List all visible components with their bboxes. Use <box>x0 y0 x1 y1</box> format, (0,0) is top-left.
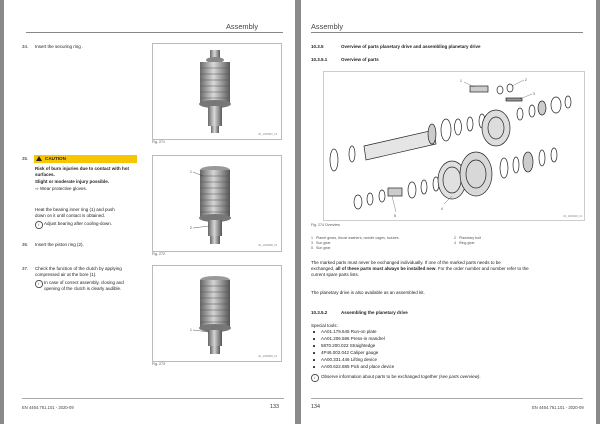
step-35-note: Adjust bearing after cooling-down. <box>44 221 113 226</box>
step-37-line-2: compressed air at the bore (1). <box>35 272 97 277</box>
clutch-assembly-drawing <box>153 44 281 139</box>
tool-5: AA00.331.446 Lifting device <box>321 357 378 362</box>
legend-2-text: Planetary bolt <box>459 236 481 240</box>
step-34-number: 34. <box>22 44 29 49</box>
parts-overview-reference: (see parts overview) <box>438 374 480 379</box>
section-number: 10.3.5 <box>311 44 324 49</box>
step-35-line-2: down on it until contact is obtained. <box>35 213 106 218</box>
callout-1: 1 <box>190 170 192 174</box>
legend-5-text: Sun gear <box>316 246 331 250</box>
legend-2-number: 2 <box>454 236 456 240</box>
step-37-note-2: opening of the clutch is clearly audible. <box>44 286 122 291</box>
gloves-instruction: ⇨ Wear protective gloves. <box>35 186 87 191</box>
caution-label: CAUTION <box>45 156 66 162</box>
page-header-left: Assembly <box>226 22 259 31</box>
legend-4-number: 4 <box>454 241 456 245</box>
figure-271-caption: Fig. 271 <box>152 140 165 144</box>
footer-rule-right <box>311 398 583 399</box>
section-title: Overview of parts planetary drive and assembling planetary drive <box>341 44 481 49</box>
callout-2: 2 <box>190 226 192 230</box>
footer-doc-left: EN 4464.761.101 - 2020-09 <box>22 405 74 410</box>
tool-2: AA01.206.586 Press-in mandrel <box>321 336 385 341</box>
right-page <box>301 0 596 424</box>
legend-1-number: 1 <box>311 236 313 240</box>
step-37-line-1: Check the function of the clutch by applying <box>35 266 122 271</box>
step-34-text: Insert the securing ring . <box>35 44 84 49</box>
parts-note: Observe information about parts to be exchanged together (see parts overview). <box>321 374 481 379</box>
special-tools-label: Special tools: <box>311 323 338 328</box>
figure-272-caption: Fig. 272 <box>152 252 165 256</box>
figure-272-image <box>152 155 282 252</box>
warning-triangle-icon <box>36 156 42 161</box>
legend-3-text: Sun gear <box>316 241 331 245</box>
step-35-number: 35. <box>22 156 29 161</box>
info-icon: i <box>35 221 43 229</box>
bullet <box>313 331 315 333</box>
para1-emphasis: all of these parts must always be installed new <box>335 266 436 271</box>
footer-rule-left <box>22 398 284 399</box>
bullet <box>313 338 315 340</box>
step-37-number: 37. <box>22 266 29 271</box>
clutch-bore-drawing <box>153 266 281 361</box>
figure-271-code: VA_1000897_01 <box>258 133 278 136</box>
step-37-note-1: In case of correct assembly, closing and <box>44 280 124 285</box>
figure-271-image <box>152 43 282 140</box>
step-36-text: Insert the piston ring (2). <box>35 242 84 247</box>
figure-273-code: VA_1000899_01 <box>258 355 278 358</box>
callout-3: 3 <box>533 92 535 96</box>
para1-line-2: exchanged, all of these parts must always be installed new. For the order number and number refer to the <box>311 266 529 271</box>
step-35-line-1: Heat the bearing inner ring (1) and push <box>35 207 115 212</box>
bullet <box>313 366 315 368</box>
subsection-1-number: 10.3.5.1 <box>311 57 328 62</box>
planetary-drive-exploded-view <box>324 72 584 220</box>
page-number-left: 133 <box>270 404 279 410</box>
legend-3-number: 3 <box>311 241 313 245</box>
page-header-right: Assembly <box>311 22 344 31</box>
page-number-right: 134 <box>311 404 320 410</box>
figure-274-caption: Fig. 274 Overview <box>311 223 340 227</box>
tool-1: AA01.179.645 Run-on plate <box>321 329 377 334</box>
hazard-line-2: surfaces. <box>35 172 55 177</box>
figure-273-image <box>152 265 282 362</box>
footer-doc-right: EN 4464.761.101 - 2020-09 <box>532 405 584 410</box>
legend-1-text: Planet gears, thrust washers, needle cages, bushes <box>316 236 399 240</box>
para2: The planetary drive is also available as an assembled kit. <box>311 290 425 295</box>
subsection-1-title: Overview of parts <box>341 57 379 62</box>
callout-1: 1 <box>460 79 462 83</box>
legend-5-number: 5 <box>311 246 313 250</box>
bullet <box>313 359 315 361</box>
callout-1: 1 <box>190 328 192 332</box>
step-36-number: 36. <box>22 242 29 247</box>
bullet <box>313 352 315 354</box>
figure-274-code: VA_1003900_01 <box>563 215 583 218</box>
tool-3: 5870.200.022 Straightedge <box>321 343 376 348</box>
subsection-2-number: 10.3.5.2 <box>311 310 328 315</box>
figure-272-code: VA_1000898_01 <box>258 244 278 247</box>
info-icon: i <box>311 374 319 382</box>
hazard-line-1: Risk of burn injuries due to contact with hot <box>35 166 130 171</box>
info-icon: i <box>35 280 43 288</box>
header-rule-right <box>311 32 583 33</box>
figure-274-image <box>323 71 585 221</box>
tool-6: AA00.622.885 Pick and place device <box>321 364 395 369</box>
clutch-bearing-drawing <box>153 156 281 251</box>
tool-4: 4P46.002.042 Caliper gauge <box>321 350 379 355</box>
header-rule-left <box>26 32 283 33</box>
callout-5: 5 <box>394 214 396 218</box>
hazard-line-3: Slight or moderate injury possible. <box>35 179 110 184</box>
caution-banner <box>34 155 137 163</box>
bullet <box>313 345 315 347</box>
left-page <box>4 0 295 424</box>
para1-line-1: The marked parts must never be exchanged individually. If one of the marked parts needs to be <box>311 260 501 265</box>
callout-2: 2 <box>525 78 527 82</box>
callout-4: 4 <box>441 207 443 211</box>
legend-4-text: Ring gear <box>459 241 475 245</box>
para1-line-3: current spare parts lists. <box>311 272 360 277</box>
subsection-2-title: Assembling the planetary drive <box>341 310 408 315</box>
figure-273-caption: Fig. 273 <box>152 362 165 366</box>
